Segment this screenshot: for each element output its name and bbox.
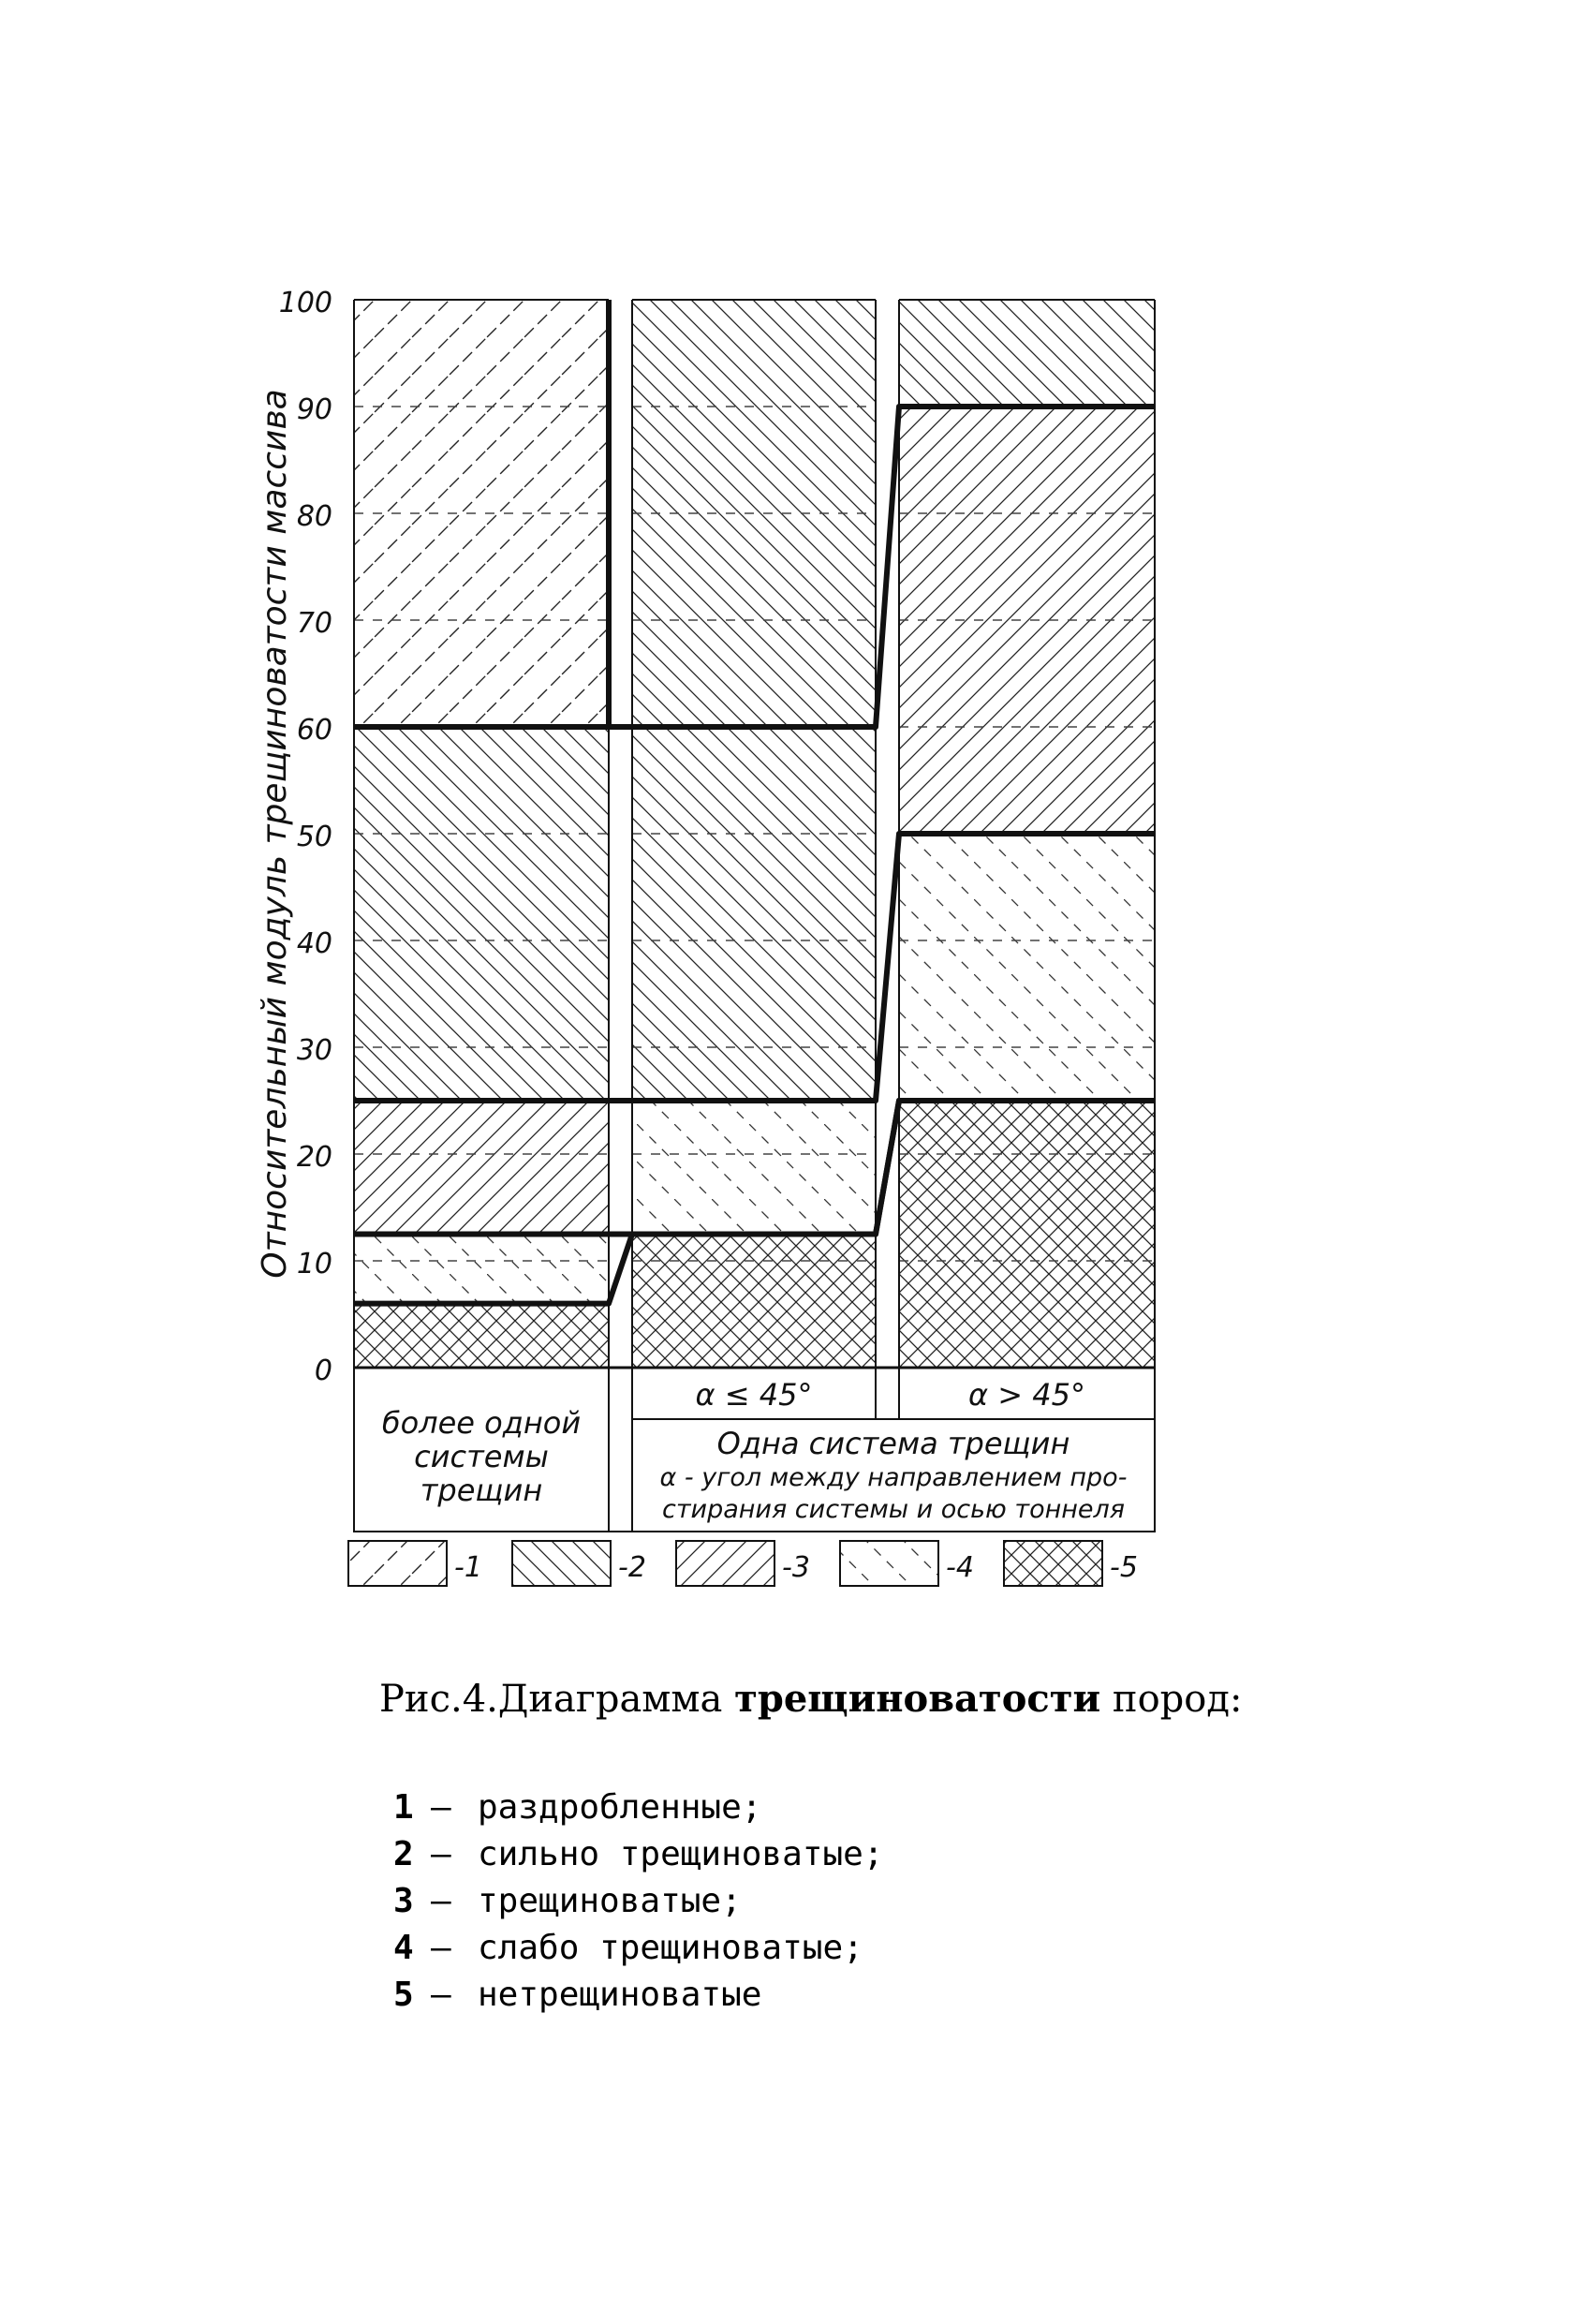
figure-caption bbox=[379, 1677, 1242, 1721]
legend-swatch-label-2: -2 bbox=[618, 1551, 646, 1584]
ytick-label-50: 50 bbox=[296, 821, 332, 853]
column-1-label-line-1: более одной bbox=[381, 1405, 582, 1441]
legend-swatch-3 bbox=[676, 1541, 774, 1586]
band-col3-class5 bbox=[899, 1101, 1155, 1368]
caption-bold: трещиноватости bbox=[734, 1677, 1101, 1721]
group-label-line-1: Одна система трещин bbox=[716, 1426, 1070, 1461]
legend-key: 1 bbox=[393, 1788, 414, 1827]
legend-layer bbox=[348, 1541, 1138, 1586]
legend-key: 5 bbox=[393, 1976, 414, 2014]
band-col2-class4 bbox=[632, 1101, 876, 1235]
band-col3-class2 bbox=[899, 300, 1155, 407]
legend-key: 2 bbox=[393, 1835, 414, 1873]
ytick-label-100: 100 bbox=[278, 287, 332, 319]
band-col1-class5 bbox=[354, 1304, 609, 1368]
band-col1-class4 bbox=[354, 1235, 609, 1304]
legend-item-4: 4 – слабо трещиноватые; bbox=[393, 1925, 883, 1972]
group-label-line-2: α - угол между направлением про- bbox=[659, 1463, 1128, 1492]
legend-key: 3 bbox=[393, 1882, 414, 1920]
legend-explanation-list bbox=[393, 1784, 883, 2019]
ytick-label-90: 90 bbox=[296, 393, 332, 426]
legend-swatch-2 bbox=[512, 1541, 611, 1586]
ytick-label-0: 0 bbox=[314, 1354, 332, 1387]
caption-prefix: Рис.4.Диаграмма bbox=[379, 1678, 735, 1721]
legend-swatch-label-1: -1 bbox=[454, 1551, 482, 1584]
ytick-label-70: 70 bbox=[296, 607, 332, 640]
legend-swatch-4 bbox=[840, 1541, 938, 1586]
band-col2-class5 bbox=[632, 1235, 876, 1369]
band-col1-class3 bbox=[354, 1101, 609, 1235]
alpha-label-col3: α > 45° bbox=[968, 1377, 1085, 1413]
alpha-label-col2: α ≤ 45° bbox=[695, 1377, 813, 1413]
column-1-label-line-3: трещин bbox=[420, 1473, 543, 1508]
ytick-label-60: 60 bbox=[296, 714, 332, 747]
group-label-line-3: стирания системы и осью тоннеля bbox=[661, 1495, 1126, 1524]
legend-item-2: 2 – сильно трещиноватые; bbox=[393, 1831, 883, 1878]
legend-swatch-label-4: -4 bbox=[946, 1551, 974, 1584]
legend-key: 4 bbox=[393, 1929, 414, 1967]
legend-item-1: 1 – раздробленные; bbox=[393, 1784, 883, 1831]
y-axis-label: Относительный модуль трещиноватости массива bbox=[256, 389, 294, 1279]
legend-item-3: 3 – трещиноватые; bbox=[393, 1878, 883, 1925]
legend-text: нетрещиноватые bbox=[478, 1976, 762, 2014]
legend-swatch-label-3: -3 bbox=[782, 1551, 810, 1584]
legend-swatch-label-5: -5 bbox=[1110, 1551, 1138, 1584]
legend-swatch-1 bbox=[348, 1541, 447, 1586]
band-col2-class2 bbox=[632, 727, 876, 1101]
band-col1-class2 bbox=[354, 727, 609, 1101]
legend-item-5: 5 – нетрещиноватые bbox=[393, 1972, 883, 2019]
ytick-label-80: 80 bbox=[296, 500, 332, 533]
caption-suffix: пород: bbox=[1100, 1678, 1243, 1721]
ytick-label-30: 30 bbox=[296, 1034, 332, 1067]
legend-swatch-5 bbox=[1004, 1541, 1102, 1586]
ytick-label-40: 40 bbox=[296, 927, 332, 960]
ytick-label-10: 10 bbox=[296, 1248, 332, 1280]
legend-text: сильно трещиноватые; bbox=[478, 1835, 884, 1873]
ytick-label-20: 20 bbox=[296, 1141, 332, 1174]
legend-text: слабо трещиноватые; bbox=[478, 1929, 863, 1967]
legend-text: трещиноватые; bbox=[478, 1882, 742, 1920]
column-1-label-line-2: системы bbox=[414, 1439, 549, 1474]
band-col3-class4 bbox=[899, 834, 1155, 1101]
legend-text: раздробленные; bbox=[478, 1788, 762, 1827]
